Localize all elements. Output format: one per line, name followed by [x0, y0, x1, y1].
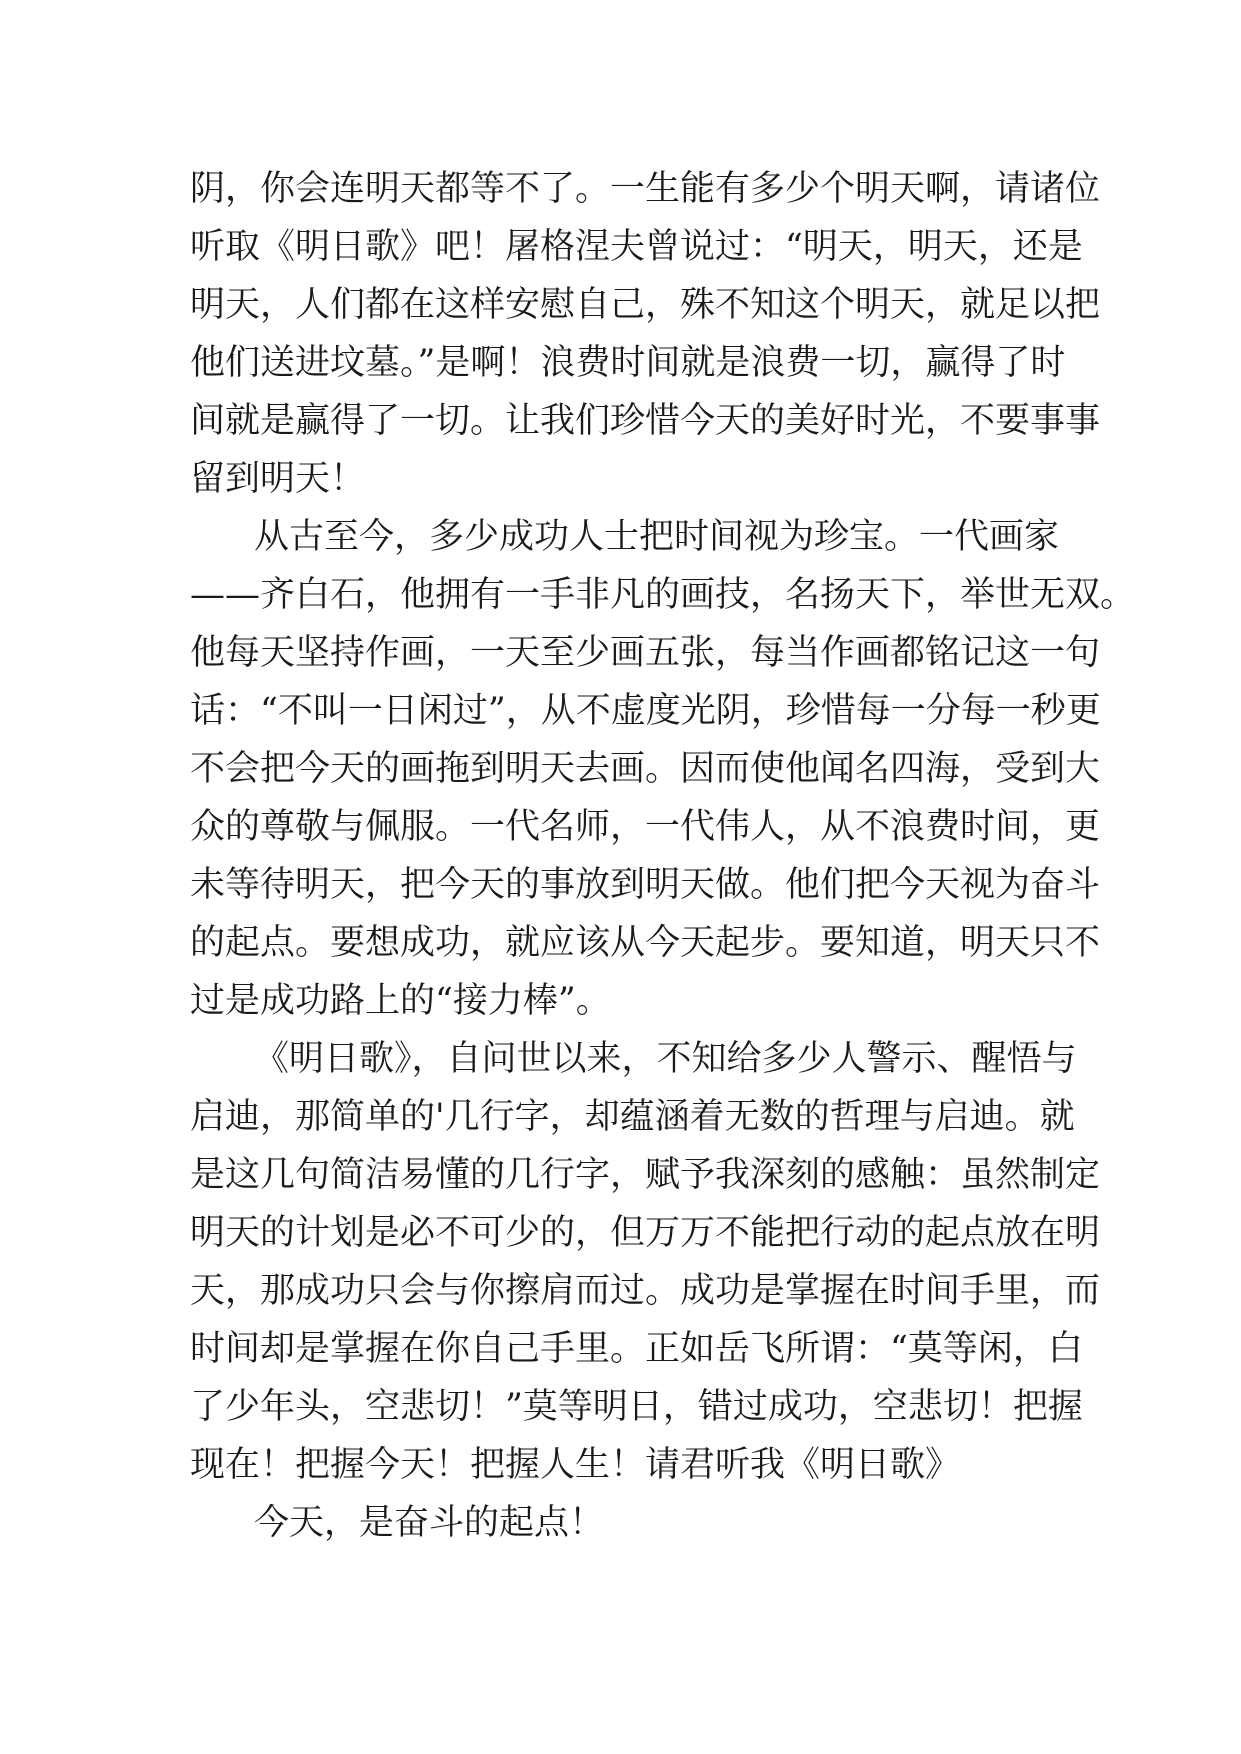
text-line: 从古至今，多少成功人士把时间视为珍宝。一代画家 — [254, 517, 1060, 557]
text-line: 不会把今天的画拖到明天去画。因而使他闻名四海，受到大 — [190, 749, 1101, 789]
text-line: 的起点。要想成功，就应该从今天起步。要知道，明天只不 — [190, 923, 1101, 963]
paragraph — [190, 1030, 1101, 1494]
text-line: 他们送进坟墓。”是啊！浪费时间就是浪费一切，赢得了时 — [190, 343, 1066, 383]
paragraph — [190, 508, 1136, 1030]
text-line: 启迪，那简单的'几行字，却蕴涵着无数的哲理与启迪。就 — [190, 1097, 1075, 1137]
text-line: 明天的计划是必不可少的，但万万不能把行动的起点放在明 — [190, 1213, 1101, 1253]
text-line: 《明日歌》，自问世以来，不知给多少人警示、醒悟与 — [254, 1039, 1077, 1079]
text-line: 话：“不叫一日闲过”，从不虚度光阴，珍惜每一分每一秒更 — [190, 691, 1101, 731]
text-line: 间就是赢得了一切。让我们珍惜今天的美好时光，不要事事 — [190, 401, 1101, 441]
text-line: 听取《明日歌》吧！屠格涅夫曾说过：“明天，明天，还是 — [190, 227, 1083, 267]
paragraph — [190, 160, 1101, 508]
text-line: 时间却是掌握在你自己手里。正如岳飞所谓：“莫等闲，白 — [190, 1329, 1083, 1369]
text-line: 留到明天！ — [190, 459, 366, 499]
text-line: 众的尊敬与佩服。一代名师，一代伟人，从不浪费时间，更 — [190, 807, 1101, 847]
text-line: 未等待明天，把今天的事放到明天做。他们把今天视为奋斗 — [190, 865, 1101, 905]
paragraph — [190, 1494, 1050, 1552]
text-line: 阴，你会连明天都等不了。一生能有多少个明天啊，请诸位 — [190, 169, 1101, 209]
text-line: ——齐白石，他拥有一手非凡的画技，名扬天下，举世无双。 — [190, 575, 1136, 615]
text-line: 现在！把握今天！把握人生！请君听我《明日歌》 — [190, 1445, 961, 1485]
text-line: 天，那成功只会与你擦肩而过。成功是掌握在时间手里，而 — [190, 1271, 1101, 1311]
text-line: 明天，人们都在这样安慰自己，殊不知这个明天，就足以把 — [190, 285, 1101, 325]
text-line: 今天，是奋斗的起点！ — [254, 1503, 605, 1543]
text-line: 了少年头，空悲切！”莫等明日，错过成功，空悲切！把握 — [190, 1387, 1083, 1427]
text-line: 是这几句简洁易懂的几行字，赋予我深刻的感触：虽然制定 — [190, 1155, 1101, 1195]
text-line: 他每天坚持作画，一天至少画五张，每当作画都铭记这一句 — [190, 633, 1101, 673]
text-line: 过是成功路上的“接力棒”。 — [190, 981, 611, 1021]
document-body — [190, 160, 1136, 1552]
